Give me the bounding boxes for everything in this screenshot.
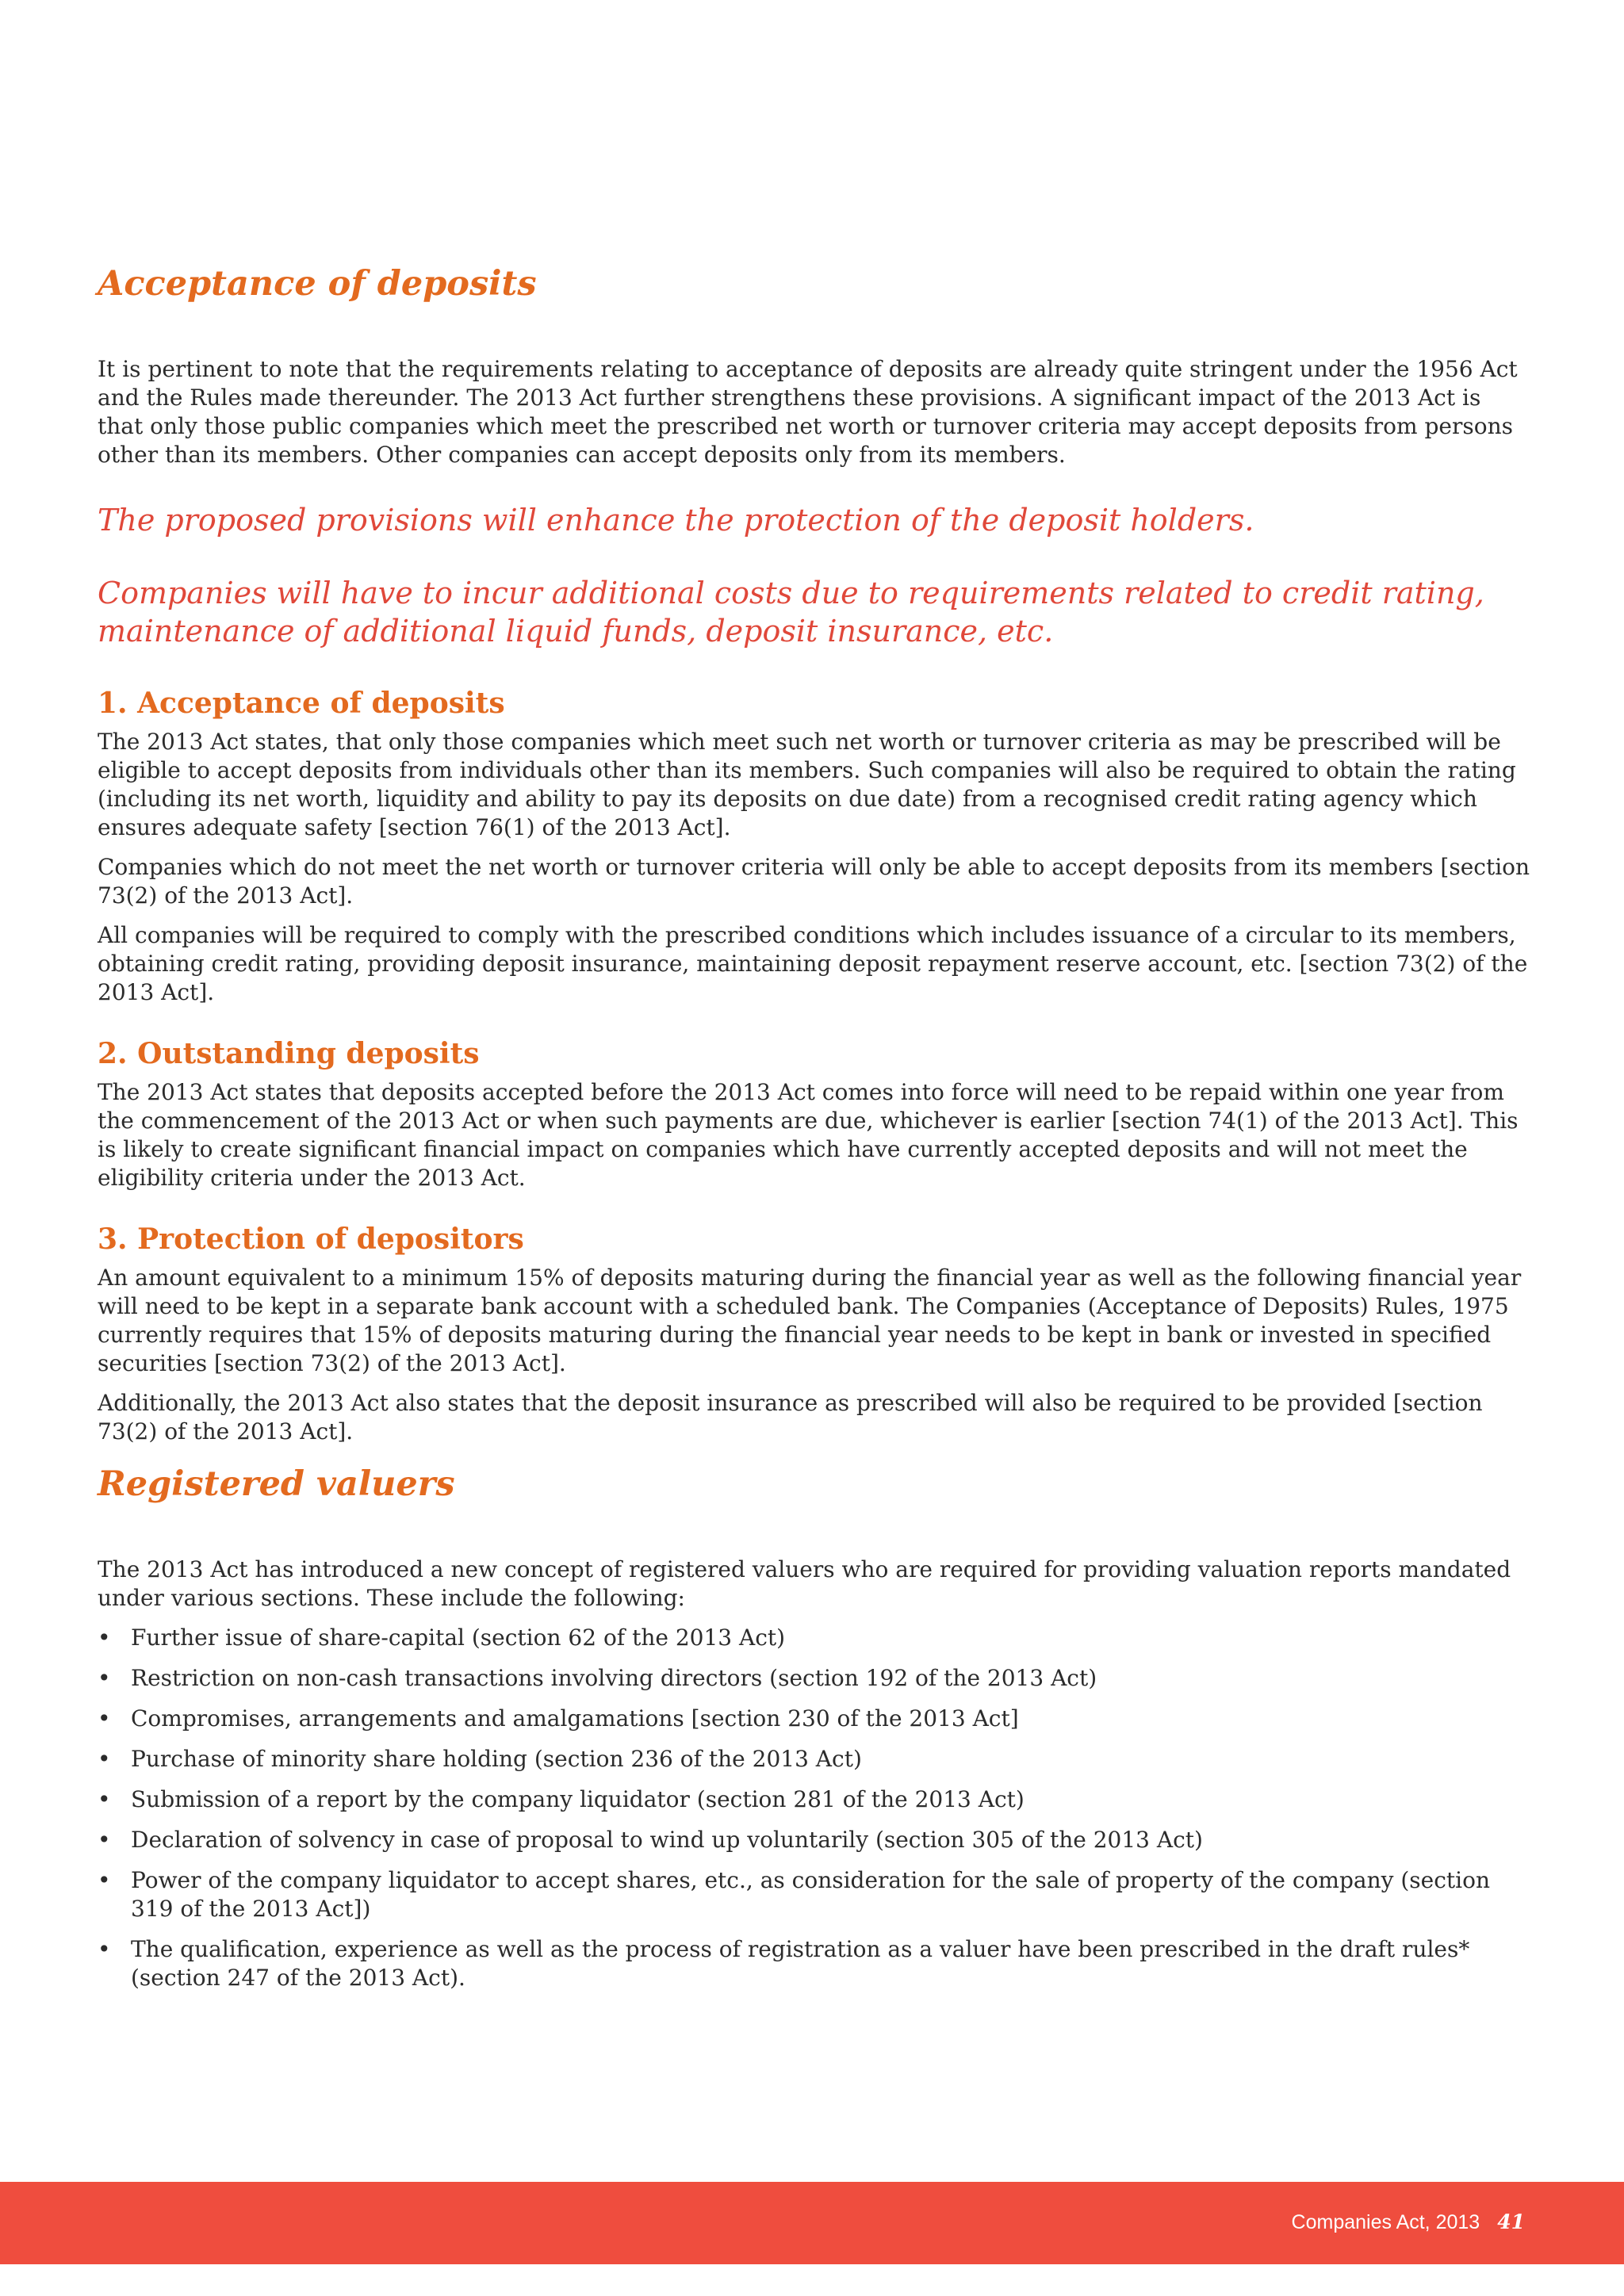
subsection-title: 2. Outstanding deposits <box>98 1037 480 1070</box>
subsection-protection-of-depositors <box>98 1221 1533 1446</box>
section-title-registered-valuers: Registered valuers <box>98 1464 455 1504</box>
callout-protection: The proposed provisions will enhance the protection of the deposit holders. <box>98 503 1254 538</box>
valuers-intro-paragraph: The 2013 Act has introduced a new concept of registered valuers who are required for providing valuation reports mandated under various sections. These include the following: <box>98 1556 1511 1611</box>
bullet-icon: • <box>98 1936 111 1962</box>
bullet-icon: • <box>98 1827 111 1853</box>
subsection-acceptance-of-deposits <box>98 685 1533 1007</box>
paragraph: An amount equivalent to a minimum 15% of deposits maturing during the financial year as well as the following financial year will need to be kept in a separate bank account with a scheduled bank. The Companies (Acceptance of Deposits) Rules, 1975 currently requires that 15% of deposits maturing during the financial year needs to be kept in bank or invested in specified securities [section 73(2) of the 2013 Act]. <box>98 1265 1522 1376</box>
list-item-text: Power of the company liquidator to accept shares, etc., as consideration for the sale of property of the company (section 319 of the 2013 Act]) <box>131 1867 1490 1922</box>
list-item-text: Purchase of minority share holding (section 236 of the 2013 Act) <box>131 1746 862 1772</box>
paragraph: All companies will be required to comply with the prescribed conditions which includes issuance of a circular to its members, obtaining credit rating, providing deposit insurance, maintaining deposit repayment reserve account, etc. [section 73(2) of the 2013 Act]. <box>98 922 1528 1005</box>
list-item-text: Restriction on non-cash transactions involving directors (section 192 of the 2013 Act) <box>131 1665 1097 1691</box>
paragraph: Additionally, the 2013 Act also states that the deposit insurance as prescribed will also be required to be provided [section 73(2) of the 2013 Act]. <box>98 1390 1483 1445</box>
list-item-text: Further issue of share-capital (section 62 of the 2013 Act) <box>131 1624 786 1651</box>
list-item-text: The qualification, experience as well as the process of registration as a valuer have been prescribed in the draft rules* (section 247 of the 2013 Act). <box>131 1936 1470 1991</box>
bullet-icon: • <box>98 1867 111 1893</box>
subsection-title: 1. Acceptance of deposits <box>98 687 505 720</box>
footer-band <box>0 2182 1624 2264</box>
subsection-outstanding-deposits <box>98 1035 1533 1192</box>
bullet-icon: • <box>98 1705 111 1732</box>
list-item-text: Declaration of solvency in case of proposal to wind up voluntarily (section 305 of the 2013 Act) <box>131 1827 1203 1853</box>
publication-name: Companies Act, 2013 <box>1291 2211 1480 2233</box>
section-title-acceptance-of-deposits: Acceptance of deposits <box>98 264 537 304</box>
bullet-icon: • <box>98 1624 111 1651</box>
paragraph: The 2013 Act states that deposits accepted before the 2013 Act comes into force will need to be repaid within one year from the commencement of the 2013 Act or when such payments are due, whichever is earlier [section 74(1) of the 2013 Act]. This is likely to create significant financial impact on companies which have currently accepted deposits and will not meet the eligibility criteria under the 2013 Act. <box>98 1079 1519 1191</box>
page-number: 41 <box>1497 2210 1525 2233</box>
list-item-text: Compromises, arrangements and amalgamations [section 230 of the 2013 Act] <box>131 1705 1019 1732</box>
paragraph: Companies which do not meet the net worth or turnover criteria will only be able to accept deposits from its members [section 73(2) of the 2013 Act]. <box>98 854 1530 909</box>
list-item <box>98 1745 1533 1774</box>
list-item <box>98 1826 1533 1854</box>
list-item <box>98 1785 1533 1814</box>
bullet-icon: • <box>98 1746 111 1772</box>
callout-additional-costs: Companies will have to incur additional costs due to requirements related to credit rating, maintenance of additional liquid funds, deposit insurance, etc. <box>98 576 1484 649</box>
list-item <box>98 1935 1533 1992</box>
list-item <box>98 1624 1533 1652</box>
footer-label <box>1292 2209 1525 2236</box>
paragraph: The 2013 Act states, that only those companies which meet such net worth or turnover criteria as may be prescribed will be eligible to accept deposits from individuals other than its members. Such companies will also be required to obtain the rating (including its net worth, liquidity and ability to pay its deposits on due date) from a recognised credit rating agency which ensures adequate safety [section 76(1) of the 2013 Act]. <box>98 729 1516 840</box>
list-item <box>98 1866 1533 1923</box>
bullet-icon: • <box>98 1665 111 1691</box>
bullet-icon: • <box>98 1786 111 1812</box>
list-item <box>98 1664 1533 1693</box>
acceptance-intro-paragraph: It is pertinent to note that the requirements relating to acceptance of deposits are already quite stringent under the 1956 Act and the Rules made thereunder. The 2013 Act further strengthens these provisions. A significant impact of the 2013 Act is that only those public companies which meet the prescribed net worth or turnover criteria may accept deposits from persons other than its members. Other companies can accept deposits only from its members. <box>98 356 1518 468</box>
subsection-title: 3. Protection of depositors <box>98 1223 524 1256</box>
list-item-text: Submission of a report by the company liquidator (section 281 of the 2013 Act) <box>131 1786 1025 1812</box>
list-item <box>98 1705 1533 1733</box>
valuation-sections-list <box>98 1624 1533 1992</box>
page-content <box>98 262 1533 2004</box>
